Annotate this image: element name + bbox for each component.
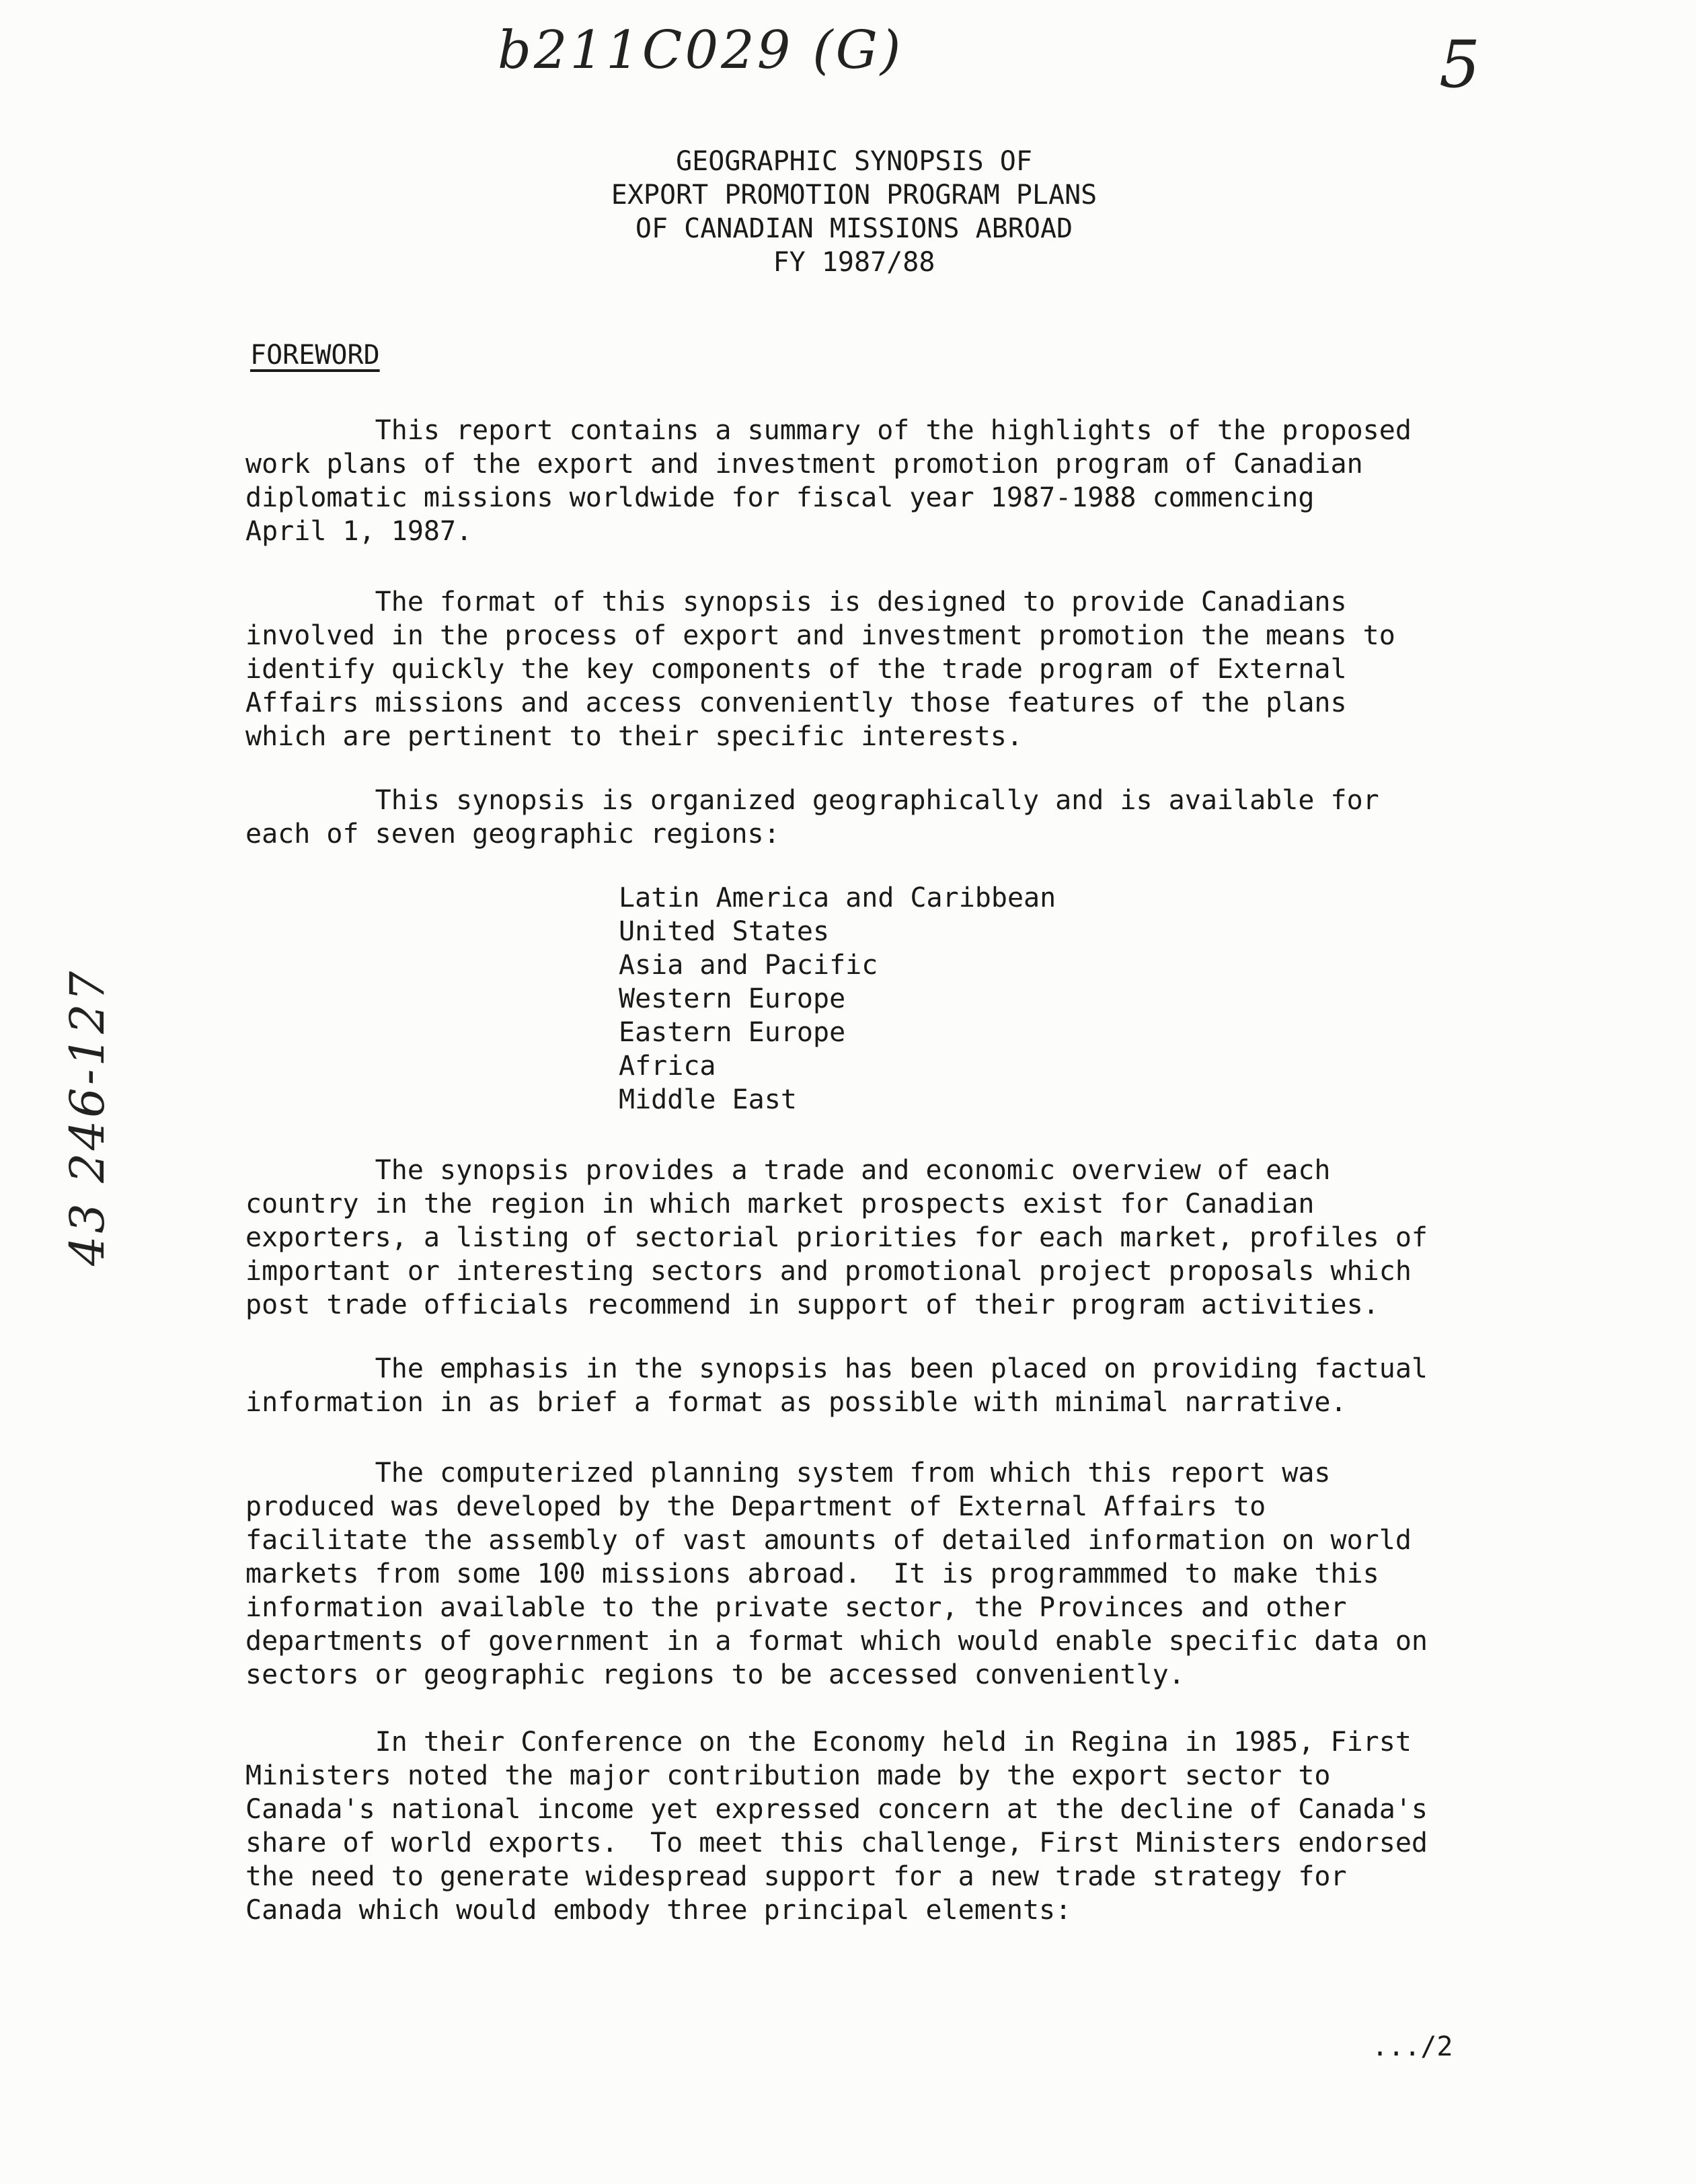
- list-item: United States: [619, 916, 830, 947]
- handwritten-page-mark: 5: [1439, 27, 1481, 102]
- paragraph: The computerized planning system from which this report was produced was developed by the Department of External Affairs to facilitate the assembly of vast amounts of detailed information on world markets from some 100 missions abroad. It is programmmed to make this information available to the private sector, the Provinces and other departments of government in a format which would enable specific data on sectors or geographic regions to be accessed conveniently.: [245, 1458, 1428, 1690]
- document-title: [525, 145, 1184, 279]
- region-list: [619, 881, 1056, 1117]
- title-line: GEOGRAPHIC SYNOPSIS OF: [676, 146, 1032, 177]
- foreword-heading: FOREWORD: [250, 340, 380, 371]
- handwritten-side-code: 43 246-127: [60, 968, 115, 1267]
- title-line: FY 1987/88: [773, 247, 935, 278]
- list-item: Africa: [619, 1051, 716, 1082]
- handwritten-document-code: b211C029 (G): [498, 20, 904, 81]
- title-line: OF CANADIAN MISSIONS ABROAD: [635, 213, 1073, 244]
- paragraph: This synopsis is organized geographically and is available for each of seven geographic regions:: [245, 785, 1379, 850]
- title-line: EXPORT PROMOTION PROGRAM PLANS: [611, 180, 1097, 211]
- list-item: Asia and Pacific: [619, 950, 878, 981]
- paragraph: The format of this synopsis is designed to provide Canadians involved in the process of export and investment promotion the means to identify quickly the key components of the trade program of External Affairs missions and access conveniently those features of the plans which are pertinent to their specific interests.: [245, 587, 1395, 752]
- paragraph: This report contains a summary of the highlights of the proposed work plans of the export and investment promotion program of Canadian diplomatic missions worldwide for fiscal year 1987-1988 commencing April 1, 1987.: [245, 415, 1412, 547]
- list-item: Middle East: [619, 1084, 797, 1115]
- page-continuation: .../2: [1372, 2031, 1453, 2062]
- paragraph: In their Conference on the Economy held in Regina in 1985, First Ministers noted the major contribution made by the export sector to Canada's national income yet expressed concern at the decline of Canada's share of world exports. To meet this challenge, First Ministers endorsed the need to generate widespread support for a new trade strategy for Canada which would embody three principal elements:: [245, 1727, 1428, 1926]
- paragraph: The emphasis in the synopsis has been placed on providing factual information in as brief a format as possible with minimal narrative.: [245, 1353, 1428, 1418]
- paragraph: The synopsis provides a trade and economic overview of each country in the region in which market prospects exist for Canadian exporters, a listing of sectorial priorities for each market, profiles of important or interesting sectors and promotional project proposals which post trade officials recommend in support of their program activities.: [245, 1155, 1428, 1320]
- list-item: Latin America and Caribbean: [619, 882, 1056, 913]
- list-item: Western Europe: [619, 983, 846, 1014]
- list-item: Eastern Europe: [619, 1017, 846, 1048]
